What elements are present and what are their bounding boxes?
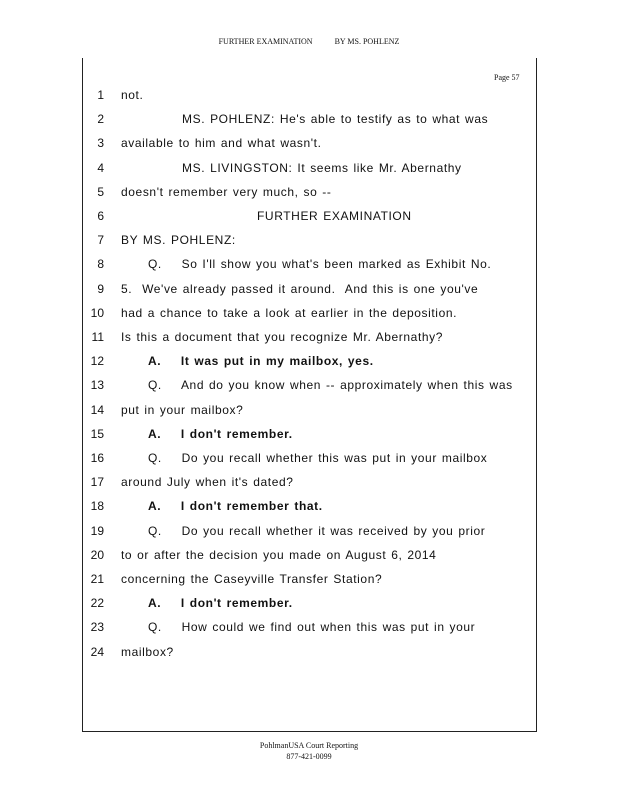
- line-number: 9: [97, 281, 104, 296]
- page-footer: [0, 740, 618, 762]
- header-section: FURTHER EXAMINATION: [218, 37, 313, 46]
- transcript-line: [0, 158, 618, 180]
- line-number: 16: [90, 451, 104, 465]
- transcript-line: [0, 85, 618, 107]
- line-text: Q. Do you recall whether it was received by you prior: [148, 523, 486, 538]
- line-text: available to him and what wasn't.: [121, 136, 322, 151]
- line-number: 17: [90, 475, 104, 490]
- line-text: A. I don't remember that.: [148, 499, 323, 514]
- line-text: not.: [121, 88, 144, 102]
- transcript-line: [0, 133, 618, 155]
- transcript-line: [0, 182, 618, 204]
- line-text: FURTHER EXAMINATION: [257, 209, 412, 223]
- line-number: 24: [90, 644, 104, 659]
- transcript-line: [0, 496, 618, 518]
- line-text: around July when it's dated?: [121, 475, 294, 490]
- line-number: 11: [91, 330, 104, 344]
- line-number: 15: [90, 426, 104, 441]
- line-number: 10: [90, 305, 104, 320]
- footer-company: PohlmanUSA Court Reporting: [259, 741, 359, 750]
- transcript-line: [0, 642, 618, 664]
- line-number: 12: [90, 354, 104, 369]
- line-text: 5. We've already passed it around. And this is one you've: [121, 281, 479, 296]
- line-text: Q. And do you know when -- approximately when this was: [148, 378, 513, 393]
- line-text: Q. How could we find out when this was put in your: [148, 620, 476, 635]
- line-text: doesn't remember very much, so --: [121, 184, 332, 199]
- line-text: to or after the decision you made on August 6, 2014: [121, 547, 437, 562]
- transcript-line: [0, 472, 618, 494]
- line-text: Q. So I'll show you what's been marked as Exhibit No.: [148, 257, 492, 272]
- transcript-line: [0, 327, 618, 349]
- line-text: A. I don't remember.: [148, 426, 293, 441]
- line-text: MS. POHLENZ: He's able to testify as to what was: [182, 112, 489, 127]
- line-text: Q. Do you recall whether this was put in your mailbox: [148, 451, 488, 465]
- transcript-line: [0, 545, 618, 567]
- line-number: 19: [90, 523, 104, 538]
- line-text: MS. LIVINGSTON: It seems like Mr. Abernathy: [182, 160, 462, 175]
- transcript-line: [0, 569, 618, 591]
- line-text: A. I don't remember.: [148, 596, 293, 611]
- line-number: 1: [97, 88, 104, 102]
- transcript-line: [0, 303, 618, 325]
- line-text: had a chance to take a look at earlier in the deposition.: [121, 305, 458, 320]
- header-by: BY MS. POHLENZ: [334, 37, 400, 46]
- line-number: 21: [90, 572, 104, 586]
- line-number: 6: [97, 209, 104, 223]
- line-number: 13: [90, 378, 104, 393]
- line-number: 7: [97, 233, 104, 248]
- page-number: Page 57: [494, 73, 520, 82]
- transcript-line: [0, 521, 618, 543]
- transcript-line: [0, 400, 618, 422]
- transcript-line: [0, 593, 618, 615]
- transcript-line: [0, 617, 618, 639]
- line-number: 20: [90, 547, 104, 562]
- footer-phone: 877-421-0099: [286, 752, 332, 761]
- transcript-line: [0, 448, 618, 470]
- line-number: 2: [97, 112, 104, 127]
- transcript-line: [0, 206, 618, 228]
- line-text: concerning the Caseyville Transfer Station?: [121, 572, 383, 586]
- transcript-line: [0, 230, 618, 252]
- line-text: put in your mailbox?: [121, 402, 244, 417]
- line-number: 23: [90, 620, 104, 635]
- transcript-line: [0, 424, 618, 446]
- transcript-line: [0, 279, 618, 301]
- line-number: 4: [97, 160, 104, 175]
- line-text: Is this a document that you recognize Mr. Abernathy?: [121, 330, 444, 344]
- page-header: [0, 37, 618, 46]
- line-number: 3: [97, 136, 104, 151]
- line-number: 22: [90, 596, 104, 611]
- transcript-line: [0, 254, 618, 276]
- line-text: A. It was put in my mailbox, yes.: [148, 354, 374, 369]
- transcript-line: [0, 375, 618, 397]
- line-number: 14: [90, 402, 104, 417]
- transcript-line: [0, 109, 618, 131]
- line-text: BY MS. POHLENZ:: [121, 233, 236, 248]
- line-number: 8: [97, 257, 104, 272]
- line-number: 5: [97, 184, 104, 199]
- transcript-line: [0, 351, 618, 373]
- line-text: mailbox?: [121, 644, 174, 659]
- line-number: 18: [90, 499, 104, 514]
